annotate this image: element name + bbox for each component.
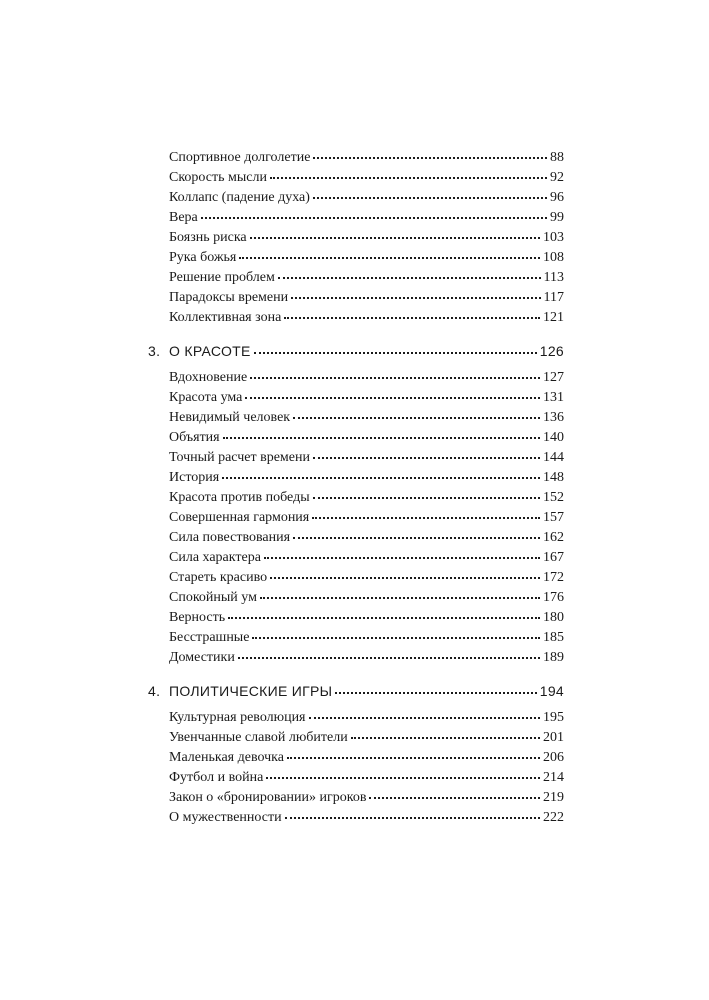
toc-entry-title: Парадоксы времени (169, 290, 289, 305)
toc-chapter-title-group (148, 341, 251, 361)
dot-leader (313, 197, 547, 199)
toc-entry-title: Сила повествования (169, 530, 291, 545)
toc-entry-page: 140 (543, 430, 564, 445)
toc-entry-page: 172 (543, 570, 564, 585)
dot-leader (287, 757, 540, 759)
toc-entry-page: 136 (543, 410, 564, 425)
toc-entry-title: Футбол и война (169, 770, 264, 785)
dot-leader (313, 497, 540, 499)
toc-entry[interactable] (148, 248, 564, 268)
dot-leader (254, 352, 537, 354)
toc-entry-title: Невидимый человек (169, 410, 291, 425)
toc-entry[interactable] (148, 508, 564, 528)
toc-entry-page: 180 (543, 610, 564, 625)
dot-leader (260, 597, 540, 599)
toc-entry[interactable] (148, 188, 564, 208)
toc-entry[interactable] (148, 448, 564, 468)
toc-entry-title: Стареть красиво (169, 570, 268, 585)
toc-entry-title: Вдохновение (169, 370, 248, 385)
toc-entry-title: Красота против победы (169, 490, 310, 505)
toc-entry-page: 201 (543, 730, 564, 745)
toc-entry[interactable] (148, 648, 564, 668)
toc-entry-page: 144 (543, 450, 564, 465)
toc-entry-title: Точный расчет времени (169, 450, 310, 465)
toc-chapter-heading[interactable] (148, 681, 564, 701)
toc-entry[interactable] (148, 288, 564, 308)
toc-entry-title: Скорость мысли (169, 170, 267, 185)
dot-leader (222, 477, 540, 479)
toc-entry[interactable] (148, 148, 564, 168)
toc-chapter-title: ПОЛИТИЧЕСКИЕ ИГРЫ (169, 683, 333, 699)
toc-chapter-number: 4. (148, 683, 161, 699)
toc-entry[interactable] (148, 768, 564, 788)
toc-entry[interactable] (148, 788, 564, 808)
toc-entry[interactable] (148, 548, 564, 568)
toc-entry-title: Спокойный ум (169, 590, 257, 605)
toc-entry[interactable] (148, 388, 564, 408)
dot-leader (270, 577, 540, 579)
toc-chapter-page: 126 (539, 343, 564, 359)
toc-chapter-heading[interactable] (148, 341, 564, 361)
toc-entry-title: Сила характера (169, 550, 261, 565)
toc-entry-page: 88 (550, 150, 564, 165)
toc-entry-page: 152 (543, 490, 564, 505)
toc-entry-page: 157 (543, 510, 564, 525)
toc-entry[interactable] (148, 468, 564, 488)
toc-entry-page: 185 (543, 630, 564, 645)
toc-entry[interactable] (148, 228, 564, 248)
toc-entry[interactable] (148, 308, 564, 328)
toc-entry-page: 195 (543, 710, 564, 725)
toc-entry-page: 103 (543, 230, 564, 245)
toc-entry-title: Спортивное долголетие (169, 150, 311, 165)
dot-leader (284, 317, 540, 319)
toc-entry-title: Доместики (169, 650, 235, 665)
dot-leader (369, 797, 540, 799)
toc-entry-page: 148 (543, 470, 564, 485)
toc-entry-page: 99 (550, 210, 564, 225)
dot-leader (293, 537, 540, 539)
dot-leader (250, 377, 540, 379)
toc-chapter-number: 3. (148, 343, 161, 359)
toc-entry[interactable] (148, 528, 564, 548)
toc-entry-title: Вера (169, 210, 198, 225)
toc-entry-page: 131 (543, 390, 564, 405)
toc-entry-title: Закон о «бронировании» игроков (169, 790, 367, 805)
toc-entry-page: 206 (543, 750, 564, 765)
dot-leader (245, 397, 540, 399)
toc-entry-page: 92 (550, 170, 564, 185)
toc-entry-page: 219 (543, 790, 564, 805)
toc-entry-page: 214 (543, 770, 564, 785)
dot-leader (291, 297, 540, 299)
toc-entry-page: 222 (543, 810, 564, 825)
toc-entry[interactable] (148, 268, 564, 288)
dot-leader (264, 557, 540, 559)
toc-entry-title: Решение проблем (169, 270, 275, 285)
toc-entry-page: 117 (543, 290, 564, 305)
dot-leader (309, 717, 541, 719)
dot-leader (201, 217, 547, 219)
dot-leader (223, 437, 540, 439)
dot-leader (266, 777, 540, 779)
dot-leader (250, 237, 540, 239)
toc-entry[interactable] (148, 208, 564, 228)
toc-entry[interactable] (148, 168, 564, 188)
toc-entry-title: О мужественности (169, 810, 282, 825)
dot-leader (293, 417, 540, 419)
toc-entry-title: История (169, 470, 220, 485)
toc-entry[interactable] (148, 368, 564, 388)
toc-entry[interactable] (148, 808, 564, 828)
toc-entry[interactable] (148, 608, 564, 628)
dot-leader (313, 157, 547, 159)
dot-leader (312, 517, 540, 519)
dot-leader (228, 617, 540, 619)
toc-entry-title: Красота ума (169, 390, 243, 405)
toc-entry[interactable] (148, 568, 564, 588)
dot-leader (285, 817, 540, 819)
toc-entry[interactable] (148, 488, 564, 508)
toc-entry-page: 127 (543, 370, 564, 385)
dot-leader (313, 457, 540, 459)
toc-entry[interactable] (148, 588, 564, 608)
toc-entry[interactable] (148, 748, 564, 768)
toc-chapter-title: О КРАСОТЕ (169, 343, 251, 359)
toc-entry-page: 96 (550, 190, 564, 205)
dot-leader (238, 657, 540, 659)
toc-entry-page: 189 (543, 650, 564, 665)
toc-entry-page: 108 (543, 250, 564, 265)
toc-entry[interactable] (148, 628, 564, 648)
table-of-contents (148, 148, 564, 828)
toc-entry-title: Культурная революция (169, 710, 306, 725)
toc-entry-title: Верность (169, 610, 226, 625)
toc-chapter-page: 194 (539, 683, 564, 699)
dot-leader (270, 177, 547, 179)
toc-entry[interactable] (148, 408, 564, 428)
dot-leader (278, 277, 541, 279)
toc-entry-title: Объятия (169, 430, 220, 445)
toc-entry[interactable] (148, 428, 564, 448)
toc-entry[interactable] (148, 708, 564, 728)
toc-entry-page: 176 (543, 590, 564, 605)
toc-entry-title: Маленькая девочка (169, 750, 284, 765)
toc-entry-title: Коллапс (падение духа) (169, 190, 310, 205)
toc-entry[interactable] (148, 728, 564, 748)
toc-entry-title: Бесстрашные (169, 630, 250, 645)
toc-entry-title: Коллективная зона (169, 310, 282, 325)
toc-chapter-title-group (148, 681, 332, 701)
toc-entry-page: 121 (543, 310, 564, 325)
toc-entry-title: Боязнь риска (169, 230, 247, 245)
toc-entry-page: 162 (543, 530, 564, 545)
toc-entry-title: Рука божья (169, 250, 237, 265)
toc-entry-page: 113 (543, 270, 564, 285)
toc-entry-page: 167 (543, 550, 564, 565)
toc-entry-title: Совершенная гармония (169, 510, 310, 525)
dot-leader (239, 257, 540, 259)
dot-leader (335, 692, 536, 694)
dot-leader (252, 637, 540, 639)
toc-entry-title: Увенчанные славой любители (169, 730, 348, 745)
dot-leader (351, 737, 540, 739)
